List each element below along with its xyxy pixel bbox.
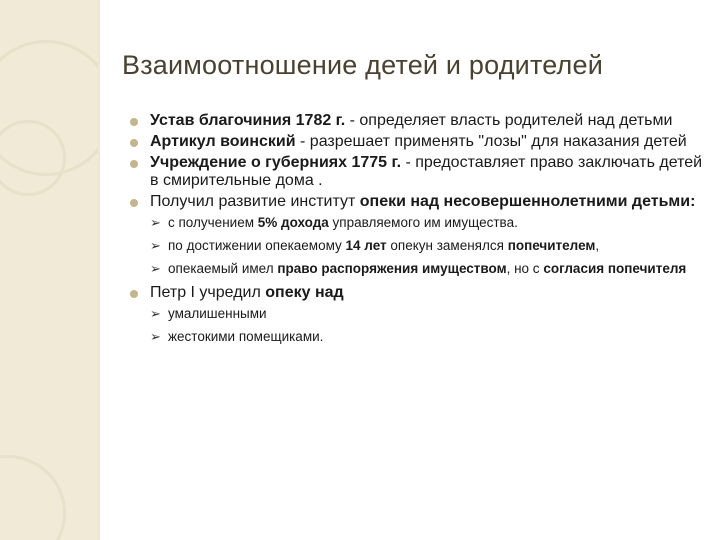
sub-bold-text: согласия попечителя <box>543 261 687 276</box>
sub-text: с получением <box>168 215 258 230</box>
bullet-item <box>130 284 705 344</box>
sub-item <box>150 238 705 253</box>
bullet-item <box>130 154 705 190</box>
bullet-text: Получил развитие институт <box>150 193 360 210</box>
sub-bold-text: 5% дохода <box>257 215 329 230</box>
arrow-bullet-icon: ➢ <box>150 215 161 230</box>
bullet-list <box>130 112 705 344</box>
bullet-bold-text: опеки над несовершеннолетними детьми: <box>359 193 696 210</box>
bullet-bold-text: Устав благочиния 1782 г. <box>150 112 346 129</box>
arrow-bullet-icon: ➢ <box>150 329 161 344</box>
sub-item <box>150 329 705 344</box>
arrow-bullet-icon: ➢ <box>150 306 161 321</box>
sub-bold-text: право распоряжения имуществом <box>277 261 507 276</box>
arrow-bullet-icon: ➢ <box>150 261 161 276</box>
bullet-text: Петр I учредил <box>150 284 266 301</box>
bullet-bold-text: Учреждение о губерниях 1775 г. <box>150 154 402 171</box>
sub-text: , <box>595 238 600 253</box>
sub-bold-text: попечителем <box>507 238 596 253</box>
bullet-bold-text: опеку над <box>265 284 344 301</box>
sub-item <box>150 215 705 230</box>
sub-text: опекун заменялся <box>386 238 508 253</box>
slide-content <box>130 112 705 352</box>
sub-text: опекаемый имел <box>168 261 278 276</box>
sub-text: жестокими помещиками. <box>168 329 324 344</box>
bullet-dot-icon <box>130 118 138 126</box>
bullet-bold-text: Артикул воинский <box>150 133 296 150</box>
bullet-text: - разрешает применять "лозы" для наказания детей <box>295 133 687 150</box>
arrow-bullet-icon: ➢ <box>150 238 161 253</box>
slide-title: Взаимоотношение детей и родителей <box>122 50 603 80</box>
sub-text: по достижении опекаемому <box>168 238 346 253</box>
decorative-circle <box>0 455 66 540</box>
bullet-dot-icon <box>130 199 138 207</box>
sub-text: управляемого им имущества. <box>328 215 518 230</box>
bullet-dot-icon <box>130 290 138 298</box>
side-divider <box>98 0 100 540</box>
bullet-dot-icon <box>130 160 138 168</box>
sub-text: , но с <box>506 261 544 276</box>
bullet-dot-icon <box>130 139 138 147</box>
peter-sub-list <box>150 306 705 344</box>
sub-bold-text: 14 лет <box>345 238 387 253</box>
decorative-side-band <box>0 0 99 540</box>
bullet-item <box>130 112 705 130</box>
sub-item <box>150 306 705 321</box>
bullet-item <box>130 193 705 276</box>
bullet-item <box>130 133 705 151</box>
bullet-text: - предоставляет право заключать детей в смирительные дома . <box>150 154 703 189</box>
opeka-sub-list <box>150 215 705 276</box>
sub-text: умалишенными <box>168 306 267 321</box>
sub-item <box>150 261 705 276</box>
bullet-text: - определяет власть родителей над детьми <box>345 112 673 129</box>
